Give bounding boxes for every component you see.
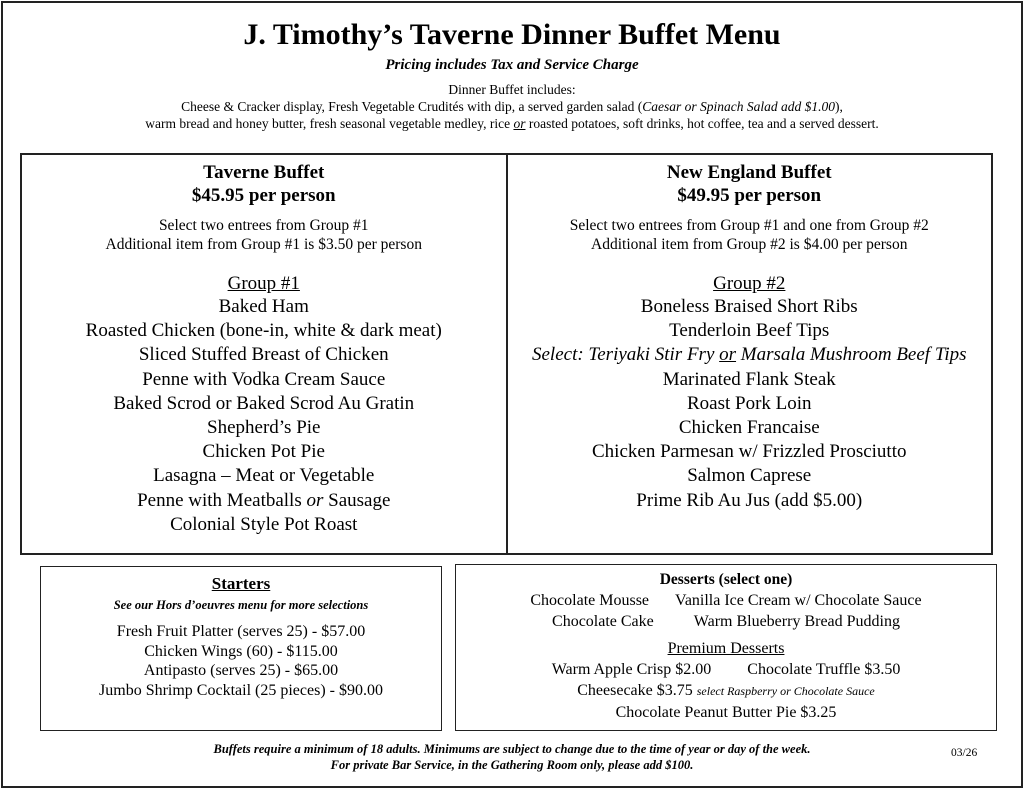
list-item: Colonial Style Pot Roast: [170, 513, 358, 535]
item-text: Select: Teriyaki Stir Fry: [531, 344, 720, 366]
starters-list: [41, 622, 441, 700]
dessert-item: Chocolate Mousse: [530, 592, 650, 609]
premium-item: Cheesecake $3.75: [577, 682, 697, 699]
dessert-row-2: [456, 611, 996, 632]
menu-header: [3, 3, 1021, 132]
list-item: Chicken Wings (60) - $115.00: [144, 642, 338, 660]
premium-row-1: [456, 659, 996, 680]
buffet-options: [20, 153, 993, 555]
starters-note: See our Hors d’oeuvres menu for more selections: [113, 598, 369, 612]
list-item: Sliced Stuffed Breast of Chicken: [138, 344, 389, 366]
list-item: Roasted Chicken (bone-in, white & dark meat): [85, 320, 442, 342]
new-england-rule-2: Additional item from Group #2 is $4.00 per person: [591, 236, 908, 253]
item-text-end: Sausage: [323, 489, 391, 511]
menu-page: [1, 1, 1023, 788]
list-item: Jumbo Shrimp Cocktail (25 pieces) - $90.00: [99, 681, 383, 699]
item-text-end: Marsala Mushroom Beef Tips: [736, 344, 967, 366]
includes-line-2-text: warm bread and honey butter, fresh seasonal vegetable medley, rice: [145, 116, 514, 131]
group-2-heading: Group #2: [713, 273, 786, 294]
list-item: Prime Rib Au Jus (add $5.00): [636, 489, 863, 511]
taverne-buffet-name: Taverne Buffet: [203, 162, 325, 183]
item-text: Penne with Meatballs: [137, 489, 307, 511]
premium-row-3: [456, 702, 996, 723]
includes-line-1-text: Cheese & Cracker display, Fresh Vegetable Crudités with dip, a served garden salad (: [181, 99, 643, 114]
page-title: J. Timothy’s Taverne Dinner Buffet Menu: [243, 18, 781, 51]
dessert-item: Vanilla Ice Cream w/ Chocolate Sauce: [675, 592, 922, 609]
taverne-rule-2: Additional item from Group #1 is $3.50 per person: [105, 236, 422, 253]
includes-line-1: [3, 98, 1021, 115]
page-subtitle: Pricing includes Tax and Service Charge: [385, 57, 639, 73]
list-item: Shepherd’s Pie: [207, 417, 321, 439]
premium-item: Chocolate Truffle $3.50: [747, 661, 901, 678]
footer-bar-note: For private Bar Service, in the Gathering Room only, please add $100.: [330, 758, 694, 772]
premium-item: Warm Apple Crisp $2.00: [551, 661, 712, 678]
includes-or: or: [513, 116, 526, 131]
premium-item: Chocolate Peanut Butter Pie $3.25: [615, 704, 837, 721]
list-item: Penne with Vodka Cream Sauce: [142, 368, 386, 390]
list-item: Marinated Flank Steak: [662, 368, 836, 390]
list-item: Salmon Caprese: [687, 465, 812, 487]
desserts-heading: Desserts (select one): [659, 571, 793, 588]
item-or: or: [306, 489, 324, 511]
new-england-rule-1: Select two entrees from Group #1 and one from Group #2: [569, 217, 929, 234]
new-england-buffet-rules: [508, 216, 992, 254]
list-item: Antipasto (serves 25) - $65.00: [143, 662, 339, 679]
list-item: Tenderloin Beef Tips: [669, 320, 830, 342]
salad-upgrade-note: Caesar or Spinach Salad add $1.00: [642, 99, 835, 114]
includes-label: Dinner Buffet includes:: [448, 82, 576, 97]
list-item: Baked Ham: [218, 296, 309, 317]
list-item: Lasagna – Meat or Vegetable: [153, 465, 375, 487]
taverne-buffet-rules: [22, 216, 506, 254]
new-england-buffet-name: New England Buffet: [666, 162, 832, 183]
includes-line-2-end: roasted potatoes, soft drinks, hot coffee, tea and a served dessert.: [525, 116, 879, 131]
premium-row-2: [456, 680, 996, 702]
list-item: Chicken Francaise: [678, 417, 820, 439]
dessert-row-1: [456, 590, 996, 611]
taverne-buffet-price: $45.95 per person: [191, 185, 336, 206]
list-item: Roast Pork Loin: [686, 392, 812, 414]
includes-line-2: [3, 115, 1021, 132]
starters-box: [40, 566, 442, 731]
desserts-box: [455, 564, 997, 731]
new-england-buffet: [506, 155, 992, 553]
item-or: or: [719, 344, 737, 366]
list-item: Chicken Parmesan w/ Frizzled Prosciutto: [592, 441, 907, 463]
taverne-rule-1: Select two entrees from Group #1: [158, 217, 369, 234]
list-item: Baked Scrod or Baked Scrod Au Gratin: [113, 392, 415, 414]
includes-line-1-end: ),: [835, 99, 843, 114]
starters-heading: Starters: [211, 574, 271, 593]
cheesecake-sauce-note: select Raspberry or Chocolate Sauce: [696, 684, 875, 698]
new-england-buffet-price: $49.95 per person: [677, 185, 822, 206]
group-1-heading: Group #1: [227, 273, 300, 294]
list-item: Fresh Fruit Platter (serves 25) - $57.00: [116, 623, 366, 640]
list-item: [508, 343, 992, 367]
group-2-list: [508, 295, 992, 513]
taverne-buffet: [22, 155, 506, 553]
footer-notes: [3, 741, 1021, 773]
group-1-list: [22, 295, 506, 537]
dessert-item: Chocolate Cake: [552, 613, 654, 630]
revision-code: 03/26: [951, 747, 978, 759]
list-item: Chicken Pot Pie: [202, 441, 325, 463]
dessert-item: Warm Blueberry Bread Pudding: [693, 613, 900, 630]
list-item: Boneless Braised Short Ribs: [640, 296, 858, 317]
buffet-includes: [3, 81, 1021, 132]
premium-desserts-heading: Premium Desserts: [667, 640, 785, 657]
footer-minimum-note: Buffets require a minimum of 18 adults. Minimums are subject to change due to the time of year or day of the week.: [213, 742, 811, 756]
list-item: [22, 489, 506, 513]
